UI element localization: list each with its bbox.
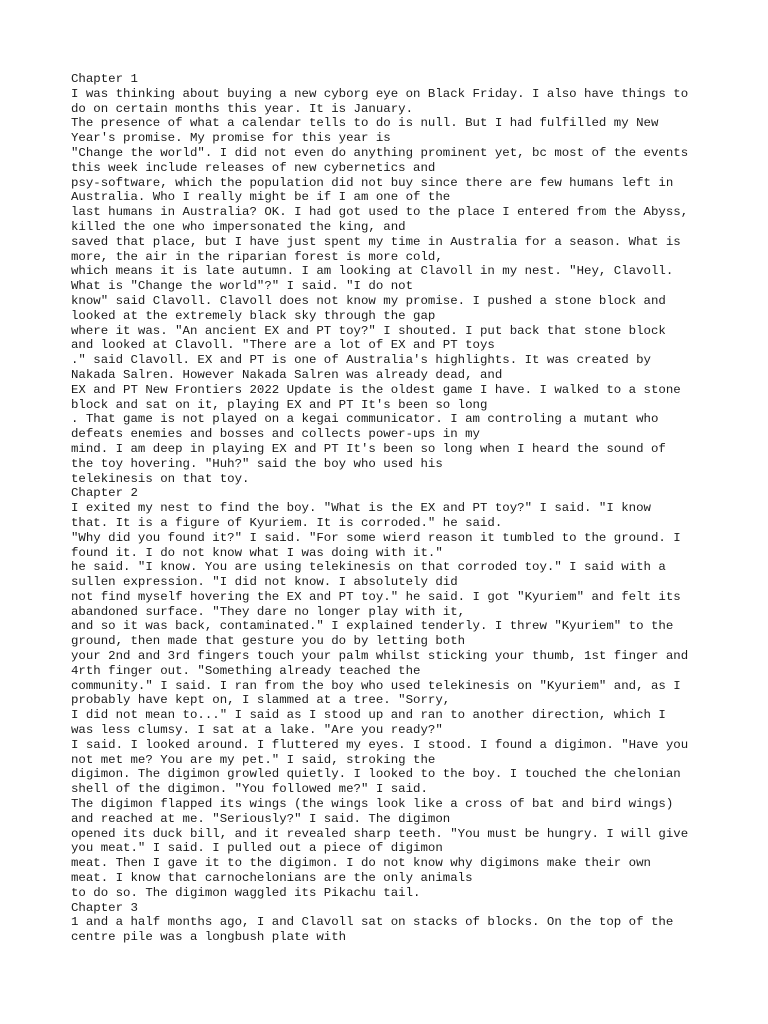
text-line: block and sat on it, playing EX and PT It's been so long (71, 397, 488, 412)
document-page (71, 72, 711, 945)
text-line: I did not mean to..." I said as I stood up and ran to another direction, which I (71, 708, 666, 723)
text-line: he said. "I know. You are using telekinesis on that corroded toy." I said with a (71, 560, 666, 575)
text-line: I said. I looked around. I fluttered my eyes. I stood. I found a digimon. "Have you (71, 737, 689, 752)
text-line: Nakada Salren. However Nakada Salren was already dead, and (71, 367, 503, 382)
text-line: telekinesis on that toy. (71, 471, 250, 486)
text-line: sullen expression. "I did not know. I absolutely did (71, 575, 458, 590)
chapter-heading: Chapter 2 (71, 486, 138, 501)
text-line: The digimon flapped its wings (the wings look like a cross of bat and bird wings) (71, 797, 674, 812)
text-line: probably have kept on, I slammed at a tree. "Sorry, (71, 693, 451, 708)
text-line: found it. I do not know what I was doing with it." (71, 545, 443, 560)
text-line: and reached at me. "Seriously?" I said. The digimon (71, 811, 451, 826)
text-line: mind. I am deep in playing EX and PT It's been so long when I heard the sound of (71, 441, 666, 456)
text-line: not met me? You are my pet." I said, stroking the (71, 752, 436, 767)
text-line: was less clumsy. I sat at a lake. "Are you ready?" (71, 723, 443, 738)
text-line: know" said Clavoll. Clavoll does not know my promise. I pushed a stone block and (71, 293, 666, 308)
text-line: that. It is a figure of Kyuriem. It is corroded." he said. (71, 515, 503, 530)
chapter-heading: Chapter 3 (71, 900, 138, 915)
text-line: psy-software, which the population did not buy since there are few humans left in (71, 175, 674, 190)
text-line: you meat." I said. I pulled out a piece of digimon (71, 841, 443, 856)
text-line: saved that place, but I have just spent my time in Australia for a season. What is (71, 234, 681, 249)
text-line: . That game is not played on a kegai communicator. I am controling a mutant who (71, 412, 659, 427)
text-line: Year's promise. My promise for this year is (71, 131, 391, 146)
text-line: meat. Then I gave it to the digimon. I do not know why digimons make their own (71, 856, 651, 871)
text-line: do on certain months this year. It is January. (71, 101, 414, 116)
text-line: last humans in Australia? OK. I had got used to the place I entered from the Abyss, (71, 205, 689, 220)
text-line: more, the air in the riparian forest is more cold, (71, 249, 443, 264)
text-line: "Why did you found it?" I said. "For some wierd reason it tumbled to the ground. I (71, 530, 681, 545)
text-line: looked at the extremely black sky through the gap (71, 308, 436, 323)
text-line: 4rth finger out. "Something already teached the (71, 663, 421, 678)
chapter-heading: Chapter 1 (71, 72, 138, 86)
text-line: Australia. Who I really might be if I am one of the (71, 190, 451, 205)
text-line: EX and PT New Frontiers 2022 Update is the oldest game I have. I walked to a stone (71, 382, 681, 397)
text-line: I was thinking about buying a new cyborg eye on Black Friday. I also have things to (71, 86, 689, 101)
text-line: and looked at Clavoll. "There are a lot of EX and PT toys (71, 338, 495, 353)
text-line: community." I said. I ran from the boy who used telekinesis on "Kyuriem" and, as I (71, 678, 681, 693)
text-line: ground, then made that gesture you do by letting both (71, 634, 466, 649)
text-line: abandoned surface. "They dare no longer play with it, (71, 604, 466, 619)
text-line: this week include releases of new cybernetics and (71, 160, 436, 175)
text-line: your 2nd and 3rd fingers touch your palm whilst sticking your thumb, 1st finger and (71, 649, 689, 664)
text-line: I exited my nest to find the boy. "What is the EX and PT toy?" I said. "I know (71, 501, 651, 516)
text-line: What is "Change the world"?" I said. "I do not (71, 279, 414, 294)
text-line: where it was. "An ancient EX and PT toy?" I shouted. I put back that stone block (71, 323, 666, 338)
text-line: shell of the digimon. "You followed me?" I said. (71, 782, 428, 797)
text-line: opened its duck bill, and it revealed sharp teeth. "You must be hungry. I will give (71, 826, 689, 841)
text-line: ." said Clavoll. EX and PT is one of Australia's highlights. It was created by (71, 353, 651, 368)
text-line: killed the one who impersonated the king, and (71, 219, 406, 234)
text-line: and so it was back, contaminated." I explained tenderly. I threw "Kyuriem" to the (71, 619, 674, 634)
text-line: digimon. The digimon growled quietly. I looked to the boy. I touched the chelonian (71, 767, 681, 782)
text-line: meat. I know that carnochelonians are the only animals (71, 871, 473, 886)
text-line: which means it is late autumn. I am looking at Clavoll in my nest. "Hey, Clavoll. (71, 264, 674, 279)
text-line: to do so. The digimon waggled its Pikachu tail. (71, 885, 421, 900)
text-line: centre pile was a longbush plate with (71, 930, 347, 945)
text-line: the toy hovering. "Huh?" said the boy who used his (71, 456, 443, 471)
text-line: "Change the world". I did not even do anything prominent yet, bc most of the events (71, 145, 689, 160)
text-line: 1 and a half months ago, I and Clavoll sat on stacks of blocks. On the top of the (71, 915, 674, 930)
text-line: defeats enemies and bosses and collects power-ups in my (71, 427, 480, 442)
text-line: not find myself hovering the EX and PT toy." he said. I got "Kyuriem" and felt its (71, 589, 681, 604)
text-line: The presence of what a calendar tells to do is null. But I had fulfilled my New (71, 116, 659, 131)
